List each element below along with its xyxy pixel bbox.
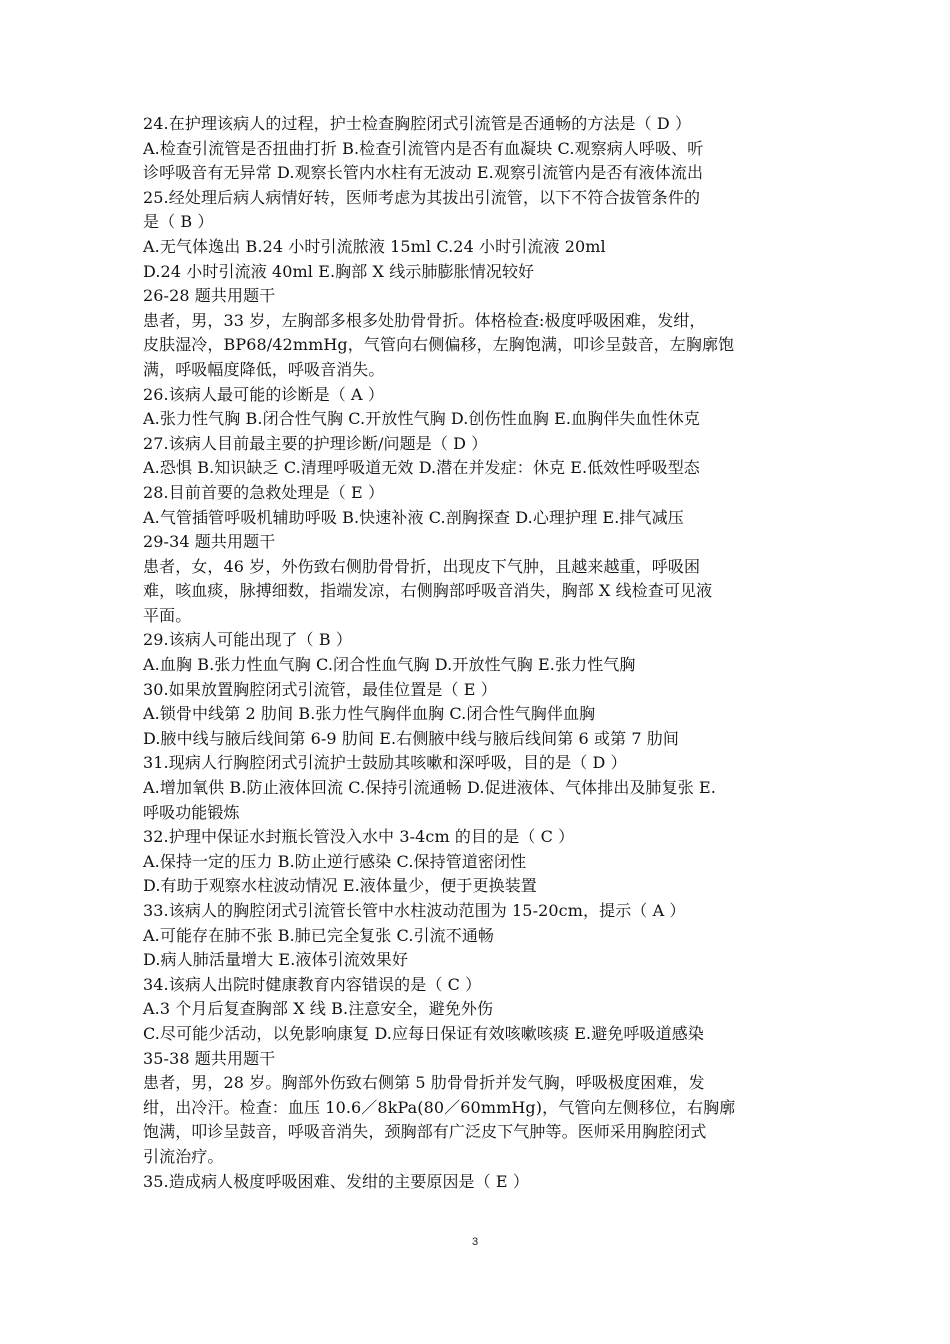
page-number: 3 — [471, 1236, 479, 1248]
text-line: 患者，男，33 岁，左胸部多根多处肋骨骨折。体格检查:极度呼吸困难，发绀， — [143, 310, 706, 330]
text-line: D.有助于观察水柱波动情况 E.液体量少，便于更换装置 — [143, 876, 537, 896]
text-line: 患者，女，46 岁，外伤致右侧肋骨骨折，出现皮下气肿，且越来越重，呼吸困 — [143, 556, 701, 576]
text-line: 26.该病人最可能的诊断是（ A ） — [143, 384, 384, 404]
text-line: 难，咳血痰，脉搏细数，指端发凉，右侧胸部呼吸音消失，胸部 X 线检查可见液 — [143, 581, 713, 601]
page-content — [143, 112, 811, 1194]
text-line: 28.目前首要的急救处理是（ E ） — [143, 482, 385, 502]
text-line: A.血胸 B.张力性血气胸 C.闭合性血气胸 D.开放性气胸 E.张力性气胸 — [143, 655, 636, 675]
text-line: D.病人肺活量增大 E.液体引流效果好 — [143, 950, 409, 970]
text-line: 35.造成病人极度呼吸困难、发绀的主要原因是（ E ） — [143, 1171, 529, 1191]
text-line: A.保持一定的压力 B.防止逆行感染 C.保持管道密闭性 — [143, 851, 527, 871]
text-line: A.无气体逸出 B.24 小时引流脓液 15ml C.24 小时引流液 20ml — [143, 236, 606, 256]
text-line: 30.如果放置胸腔闭式引流管，最佳位置是（ E ） — [143, 679, 497, 699]
section-heading: 26-28 题共用题干 — [143, 286, 276, 306]
text-line: A.张力性气胸 B.闭合性气胸 C.开放性气胸 D.创伤性血胸 E.血胸伴失血性休克 — [143, 409, 700, 429]
text-line: A.气管插管呼吸机辅助呼吸 B.快速补液 C.剖胸探查 D.心理护理 E.排气减压 — [143, 507, 684, 527]
text-line: D.腋中线与腋后线间第 6-9 肋间 E.右侧腋中线与腋后线间第 6 或第 7 肋间 — [143, 728, 680, 748]
text-line: A.恐惧 B.知识缺乏 C.清理呼吸道无效 D.潜在并发症：休克 E.低效性呼吸型态 — [143, 458, 700, 478]
text-line: C.尽可能少活动，以免影响康复 D.应每日保证有效咳嗽咳痰 E.避免呼吸道感染 — [143, 1023, 704, 1043]
text-line: A.增加氧供 B.防止液体回流 C.保持引流通畅 D.促进液体、气体排出及肺复张 E. — [143, 778, 716, 798]
text-line: 是（ B ） — [143, 212, 214, 232]
text-line: 25.经处理后病人病情好转，医师考虑为其拔出引流管，以下不符合拔管条件的 — [143, 187, 701, 207]
text-line: 29.该病人可能出现了（ B ） — [143, 630, 352, 650]
text-line: 呼吸功能锻炼 — [143, 802, 240, 822]
text-line: A.锁骨中线第 2 肋间 B.张力性气胸伴血胸 C.闭合性气胸伴血胸 — [143, 704, 596, 724]
text-line: 满，呼吸幅度降低，呼吸音消失。 — [143, 359, 385, 379]
section-heading: 35-38 题共用题干 — [143, 1048, 276, 1068]
text-line: A.可能存在肺不张 B.肺已完全复张 C.引流不通畅 — [143, 925, 495, 945]
text-line: 32.护理中保证水封瓶长管没入水中 3-4cm 的目的是（ C ） — [143, 827, 575, 847]
text-line: 31.现病人行胸腔闭式引流护士鼓励其咳嗽和深呼吸，目的是（ D ） — [143, 753, 627, 773]
text-line: 引流治疗。 — [143, 1146, 224, 1166]
text-line: 患者，男，28 岁。胸部外伤致右侧第 5 肋骨骨折并发气胸，呼吸极度困难，发 — [143, 1073, 705, 1093]
text-line: A.3 个月后复查胸部 X 线 B.注意安全，避免外伤 — [143, 999, 494, 1019]
text-line: 诊呼吸音有无异常 D.观察长管内水柱有无波动 E.观察引流管内是否有液体流出 — [143, 163, 704, 183]
text-line: A.检查引流管是否扭曲打折 B.检查引流管内是否有血凝块 C.观察病人呼吸、听 — [143, 138, 704, 158]
text-line: 绀，出冷汗。检查：血压 10.6／8kPa(80／60mmHg)，气管向左侧移位，右胸廓 — [143, 1097, 736, 1117]
text-line: D.24 小时引流液 40ml E.胸部 X 线示肺膨胀情况较好 — [143, 261, 535, 281]
text-line: 33.该病人的胸腔闭式引流管长管中水柱波动范围为 15-20cm，提示（ A ） — [143, 901, 686, 920]
text-line: 饱满，叩诊呈鼓音，呼吸音消失，颈胸部有广泛皮下气肿等。医师采用胸腔闭式 — [143, 1122, 707, 1142]
text-line: 平面。 — [143, 605, 192, 625]
text-line: 34.该病人出院时健康教育内容错误的是（ C ） — [143, 974, 482, 994]
text-line: 27.该病人目前最主要的护理诊断/问题是（ D ） — [143, 433, 488, 453]
text-line: 24.在护理该病人的过程，护士检查胸腔闭式引流管是否通畅的方法是（ D ） — [143, 114, 692, 133]
text-line: 皮肤湿冷，BP68/42mmHg，气管向右侧偏移，左胸饱满，叩诊呈鼓音，左胸廓饱 — [143, 335, 735, 355]
section-heading: 29-34 题共用题干 — [143, 532, 276, 552]
